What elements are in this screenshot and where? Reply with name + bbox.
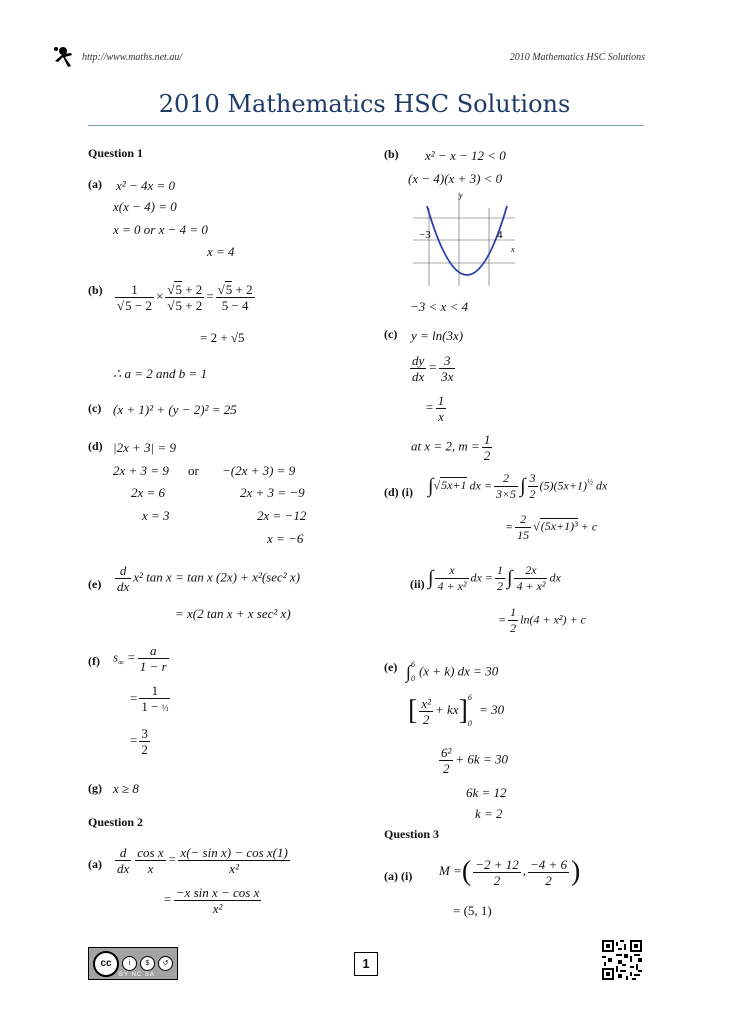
q2e-line5: k = 2	[475, 806, 503, 821]
q2c-line4: at x = 2, m = $\frac{1}{2}$	[411, 432, 491, 463]
creative-commons-badge[interactable]	[88, 947, 178, 980]
graph-x-label: x	[511, 245, 515, 254]
q1f-line1: $s_\infty$ = $\frac{a}{1 - r}$	[113, 643, 167, 674]
q2c-label: (c)	[384, 327, 398, 341]
sa-icon: ↺	[158, 956, 173, 971]
q1a-line1: x² − 4x = 0	[116, 178, 175, 193]
question-1-heading: Question 1	[88, 146, 144, 160]
question-2-heading: Question 2	[88, 815, 144, 829]
title-rule	[88, 125, 644, 126]
q2d-ii-line1: ∫ $\frac{x}{\text{4 + x²}}$ dx = $\frac{1}{2}$ ∫ $\frac{2x}{\text{4 + x²}}$ dx	[428, 563, 561, 593]
q1e-line2: = x(2 tan x + x sec² x)	[175, 606, 291, 621]
q1c-label: (c)	[88, 401, 102, 415]
q2d-ii-line2: = $\frac{1}{2}$ ln(4 + x²) + c	[498, 605, 586, 635]
header-title: 2010 Mathematics HSC Solutions	[509, 52, 645, 63]
q1g-equation: x ≥ 8	[113, 781, 139, 796]
q3a-line1: M =( $\frac{-2 + 12}{2}$ , $\frac{-4 + 6}{2}$ )	[439, 856, 581, 888]
q2e-label: (e)	[384, 660, 398, 674]
q1f-line2: = $\frac{1}{\text{1 − ⅓}}$	[130, 683, 169, 714]
question-3-heading: Question 3	[384, 827, 440, 841]
q1a-line3: x = 0 or x − 4 = 0	[113, 222, 208, 237]
license-text: BY NC SA	[119, 972, 155, 978]
q1d-line3a: 2x = 6	[131, 485, 166, 500]
graph-root-negative: −3	[419, 229, 431, 241]
q1d-label: (d)	[88, 439, 103, 453]
q1f-label: (f)	[88, 654, 100, 668]
q2a-label: (a)	[88, 857, 102, 871]
by-icon: i	[122, 956, 137, 971]
q1e-line1: $\frac{d}{dx}$ x² tan x = tan x (2x) + x²(sec² x)	[117, 563, 301, 594]
q2c-line1: y = ln(3x)	[411, 328, 464, 343]
q2e-line3: $\frac{\text{6²}}{2}$ + 6k = 30	[441, 745, 508, 776]
q3a-line2: = (5, 1)	[453, 903, 492, 918]
q2d-i-line1: ∫√5x+1 dx = $\frac{2}{3\times 5}$ ∫ $\frac{3}{2}$ $(5)(5x+1)^{\frac{1}{2}}$ dx	[428, 471, 608, 501]
q1d-or: or	[188, 463, 199, 478]
q2c-line2: $\frac{dy}{dx}$ = $\frac{3}{3x}$	[412, 353, 454, 384]
q2e-line2: [ $\frac{\text{x²}}{2}$ + kx]$^6_0$ = 30	[408, 692, 505, 728]
nc-icon: $	[140, 956, 155, 971]
q1b-label: (b)	[88, 283, 103, 297]
page-title: 2010 Mathematics HSC Solutions	[158, 90, 571, 118]
site-logo-icon	[52, 45, 74, 69]
q2e-line4: 6k = 12	[466, 785, 507, 800]
q1a-line2: x(x − 4) = 0	[113, 199, 177, 214]
q1e-label: (e)	[88, 577, 102, 591]
q1d-line2a: 2x + 3 = 9	[113, 463, 169, 478]
header-url[interactable]: http://www.maths.net.au/	[82, 52, 183, 63]
q2d-i-line2: = $\frac{2}{15}$ √(5x+1)³ + c	[505, 512, 598, 542]
q1b-line2: = 2 + √5	[200, 330, 245, 345]
cc-icon: cc	[93, 951, 119, 977]
q1a-label: (a)	[88, 177, 102, 191]
q1d-line4b: 2x = −12	[257, 508, 307, 523]
q1d-line3b: 2x + 3 = −9	[240, 485, 305, 500]
q1b-line3: ∴ a = 2 and b = 1	[113, 366, 208, 381]
q1f-line3: = $\frac{3}{2}$	[130, 726, 148, 757]
q1d-line4a: x = 3	[142, 508, 170, 523]
graph-root-positive: 4	[497, 229, 503, 241]
q2b-line2: (x − 4)(x + 3) < 0	[408, 171, 503, 186]
q1b-line1: $\frac{1}{√5 - 2}$ × $\frac{√5 + 2}{√5 + 2}$ = $\frac{√5 + 2}{5 - 4}$	[117, 282, 253, 313]
q2d-ii-label: (ii)	[410, 577, 425, 591]
q1d-line2b: −(2x + 3) = 9	[222, 463, 296, 478]
q1d-line1: |2x + 3| = 9	[113, 440, 176, 455]
q2b-line1: x² − x − 12 < 0	[425, 148, 506, 163]
q1c-equation: (x + 1)² + (y − 2)² = 25	[113, 402, 237, 417]
q2a-line1: $\frac{d}{dx}$ $\frac{\text{cos x}}{x}$ = $\frac{\text{x(− sin x) − cos x(1)}}{\text{x²}}$	[117, 845, 288, 876]
q2a-line2: = $\frac{\text{−x sin x − cos x}}{\text{x²}}$	[163, 885, 260, 916]
q3a-label: (a) (i)	[384, 869, 413, 883]
qr-code-icon[interactable]	[602, 940, 642, 980]
graph-y-label: y	[459, 191, 463, 200]
q2d-label: (d) (i)	[384, 485, 413, 499]
q1a-line4: x = 4	[207, 244, 235, 259]
q1d-line5b: x = −6	[267, 531, 304, 546]
q2e-line1: ∫$^6_0$(x + k) dx = 30	[406, 660, 499, 684]
q2b-label: (b)	[384, 147, 399, 161]
parabola-graph	[405, 188, 520, 288]
q2b-result: −3 < x < 4	[410, 299, 469, 314]
q1g-label: (g)	[88, 781, 102, 795]
page-number: 1	[354, 952, 378, 976]
q2c-line3: = $\frac{1}{x}$	[425, 393, 445, 424]
